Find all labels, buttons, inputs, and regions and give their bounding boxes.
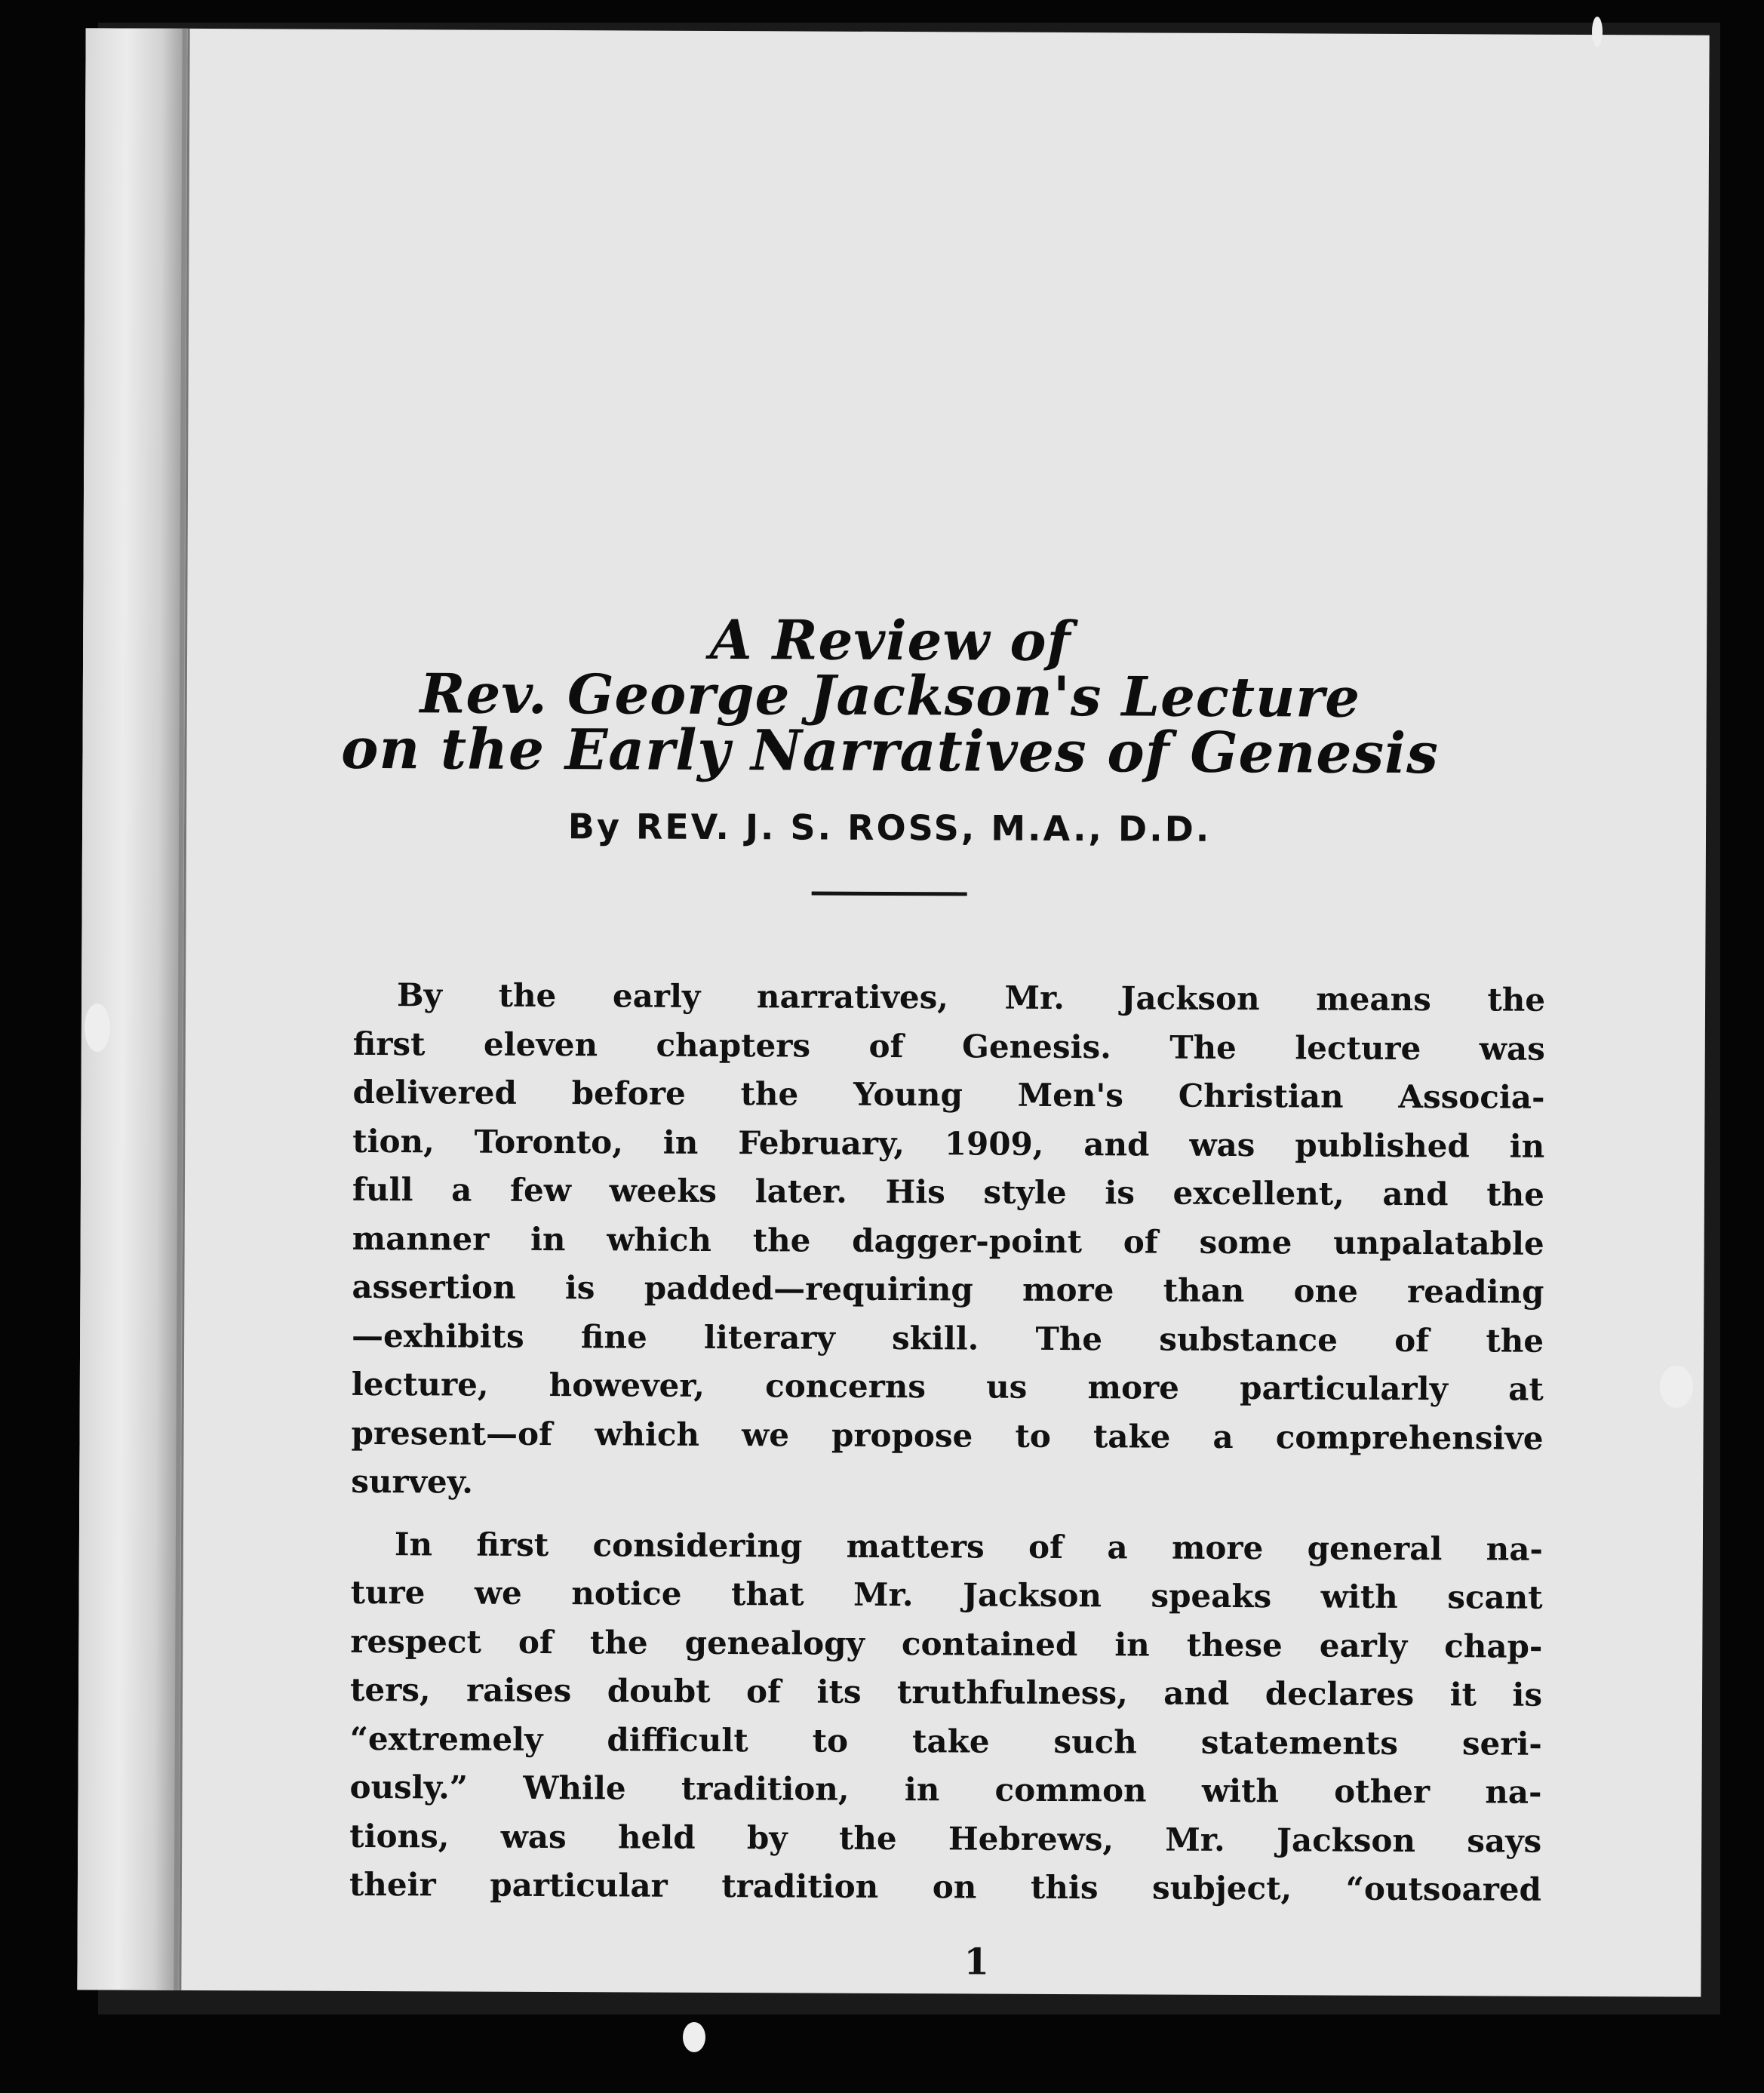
paragraph-line: first eleven chapters of Genesis. The lecture was <box>352 1025 1545 1068</box>
paragraph-line: tions, was held by the Hebrews, Mr. Jackson says <box>349 1817 1542 1860</box>
paragraph-line: “extremely difficult to take such statements seri- <box>349 1720 1542 1763</box>
title-line-2: Rev. George Jackson's Lecture <box>419 661 1361 730</box>
document-page <box>77 28 1709 1996</box>
paragraph-line: lecture, however, concerns us more particularly at <box>351 1365 1544 1408</box>
paragraph-line: present—of which we propose to take a comprehensive <box>351 1414 1544 1457</box>
paragraph-line: delivered before the Young Men's Christian Associa- <box>352 1073 1545 1116</box>
scan-speck <box>1660 1366 1693 1408</box>
scan-speck <box>85 1003 110 1052</box>
paragraph-line: assertion is padded—requiring more than one reading <box>352 1268 1544 1311</box>
paragraph-line: ters, raises doubt of its truthfulness, and declares it is <box>349 1670 1543 1713</box>
paragraph-line: respect of the genealogy contained in these early chap- <box>350 1622 1543 1665</box>
paragraph-line: In first considering matters of a more general na- <box>394 1525 1544 1568</box>
paragraph-line: their particular tradition on this subject, “outsoared <box>349 1865 1542 1908</box>
paragraph-line: ture we notice that Mr. Jackson speaks with scant <box>350 1573 1543 1616</box>
paragraph-line: ously.” While tradition, in common with other na- <box>349 1768 1542 1811</box>
paragraph-line: —exhibits fine literary skill. The substance of the <box>352 1317 1544 1360</box>
paragraph-line: manner in which the dagger-point of some unpalatable <box>352 1219 1544 1262</box>
title-divider <box>812 892 967 896</box>
paragraph-line: tion, Toronto, in February, 1909, and was published in <box>352 1122 1545 1165</box>
paragraph-line: survey. <box>351 1462 474 1501</box>
paragraph-line: full a few weeks later. His style is excellent, and the <box>352 1170 1545 1213</box>
title-line-1: A Review of <box>709 607 1071 674</box>
title-block <box>309 580 1472 899</box>
scan-speck <box>1592 17 1603 47</box>
paragraph-1 <box>351 971 1545 1511</box>
page-number: 1 <box>963 1941 990 1984</box>
paragraph-line: By the early narratives, Mr. Jackson means the <box>396 976 1546 1019</box>
title-line-3: on the Early Narratives of Genesis <box>340 716 1440 787</box>
paragraph-2 <box>349 1520 1543 1914</box>
body-text <box>349 971 1545 1914</box>
scan-speck <box>683 2022 705 2052</box>
byline: By REV. J. S. ROSS, M.A., D.D. <box>567 806 1212 850</box>
